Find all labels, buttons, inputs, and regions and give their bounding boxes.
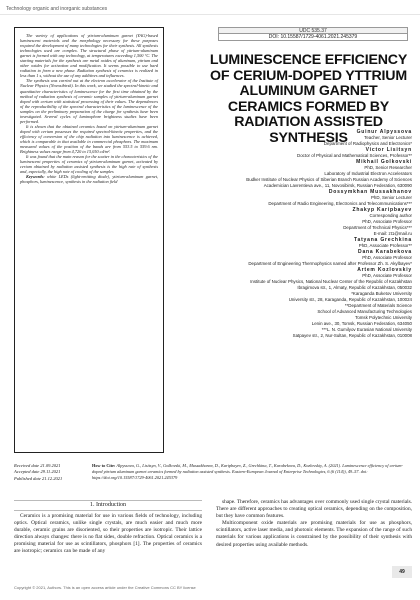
author-name: Dossymkhan Mussakhanov xyxy=(328,189,412,195)
body-column-left xyxy=(14,513,202,556)
author-affiliation-line: Teacher, Senior Lecturer xyxy=(364,135,412,140)
author-affiliation-line: *Karaganda Buketov University xyxy=(351,291,412,296)
author-affiliation-line: Doctor of Physical and Mathematical Sciences, Professor** xyxy=(297,153,412,158)
author-affiliation-line: **Department of Materials Science xyxy=(344,303,412,308)
body-column-right xyxy=(216,499,412,549)
author-name: Mikhail Golkovski xyxy=(356,159,412,165)
author-block xyxy=(172,147,412,159)
author-affiliation-line: ***L. N. Gumilyov Eurasian National University xyxy=(321,327,412,332)
author-affiliation-line: E-mail: zt1@mail.ru xyxy=(373,231,412,236)
article-title: LUMINESCENCE EFFICIENCY OF CERIUM-DOPED YTTRIUM ALUMINUM GARNET CERAMICS FORMED BY RADIATION ASSISTED SYNTHESIS xyxy=(209,52,408,146)
author-block xyxy=(172,207,412,237)
received-date: Received date 21.09.2021 xyxy=(14,463,61,468)
author-affiliation-line: PhD, Associate Professor** xyxy=(358,243,412,248)
published-date: Published date 21.12.2021 xyxy=(14,475,63,481)
author-affiliation-line: Department of Technical Physics*** xyxy=(343,225,412,230)
author-affiliation-line: Satpayev str., 2, Nur-Sultan, Republic of Kazakhstan, 010008 xyxy=(292,333,412,338)
section-divider xyxy=(14,500,202,501)
keywords-label: Keywords: xyxy=(26,174,45,180)
author-affiliation-line: Department of Radio Engineering, Electronics and Telecommunications*** xyxy=(268,201,412,206)
author-name: Zhakyp Karipbayev xyxy=(352,207,412,213)
author-block xyxy=(172,267,412,339)
abstract-paragraph: The variety of applications of yttrium-aluminum garnet (YAG)-based luminescent materials and the morphology necessary for these purposes required the development of many technologies for their synthesis. All synthesis technologies used are complex. The structural phase of yttrium-aluminum garnet is formed with any technology, at temperatures exceeding 1,500 °C. The starting materials for the synthesis are metal oxides of aluminum, yttrium and other oxides for activation and modification. It seems possible to use hard radiation to form a new phase. Radiation synthesis of ceramics is realized in less than 1 s, without the use of any additives and influences. xyxy=(20,33,158,79)
author-name: Dana Karabekova xyxy=(358,249,412,255)
header-divider xyxy=(0,14,420,15)
author-affiliation-line: PhD, Associate Professor xyxy=(362,273,412,278)
keywords xyxy=(20,174,158,184)
abstract-paragraph: The synthesis was carried out at the electron accelerator of the Institute of Nuclear Physics (Novosibirsk). In this work, we studied the spectral-kinetic and quantitative characteristics of luminescence for the first time obtained by the method of radiation synthesis of ceramic samples of yttrium-aluminum garnet doped with cerium with statistical processing of their values. The dependences of the reproducibility of the spectral characteristics of the luminescence of the samples on the preliminary preparation of the charge for synthesis have been investigated. Several cycles of luminophore brightness studies have been performed. xyxy=(20,78,158,124)
author-block xyxy=(172,237,412,249)
keywords-text: white LEDs (light-emitting diode), yttrium-aluminum garnet, phosphors, luminescence, synthesis in the radiation field xyxy=(20,174,159,185)
journal-section-header: Technology organic and inorganic substances xyxy=(6,6,108,12)
udc-code: UDC 535.37 xyxy=(218,27,408,34)
author-affiliation-line: Tomsk Polytechnic University xyxy=(355,315,412,320)
udc-doi-box xyxy=(218,27,408,41)
author-affiliation-line: Corresponding author xyxy=(369,213,412,218)
author-affiliation-line: Department of Engineering Thermophysics named after Professor Zh. S. Akylbayev* xyxy=(248,261,412,266)
abstract-box xyxy=(14,27,164,453)
author-affiliation-line: School of Advanced Manufacturing Technologies xyxy=(317,309,412,314)
body-paragraph: shape. Therefore, ceramics has advantages over commonly used single crystal materials. There are different approaches to creating optical ceramics, depending on the composition, but they have common features. xyxy=(216,499,412,520)
author-affiliation-line: Lenin ave., 30, Tomsk, Russian Federation, 634050 xyxy=(311,321,412,326)
author-list xyxy=(172,129,412,339)
doi-link[interactable]: DOI: 10.15587/1729-4061.2021.245379 xyxy=(218,34,408,41)
author-affiliation-line: Budker Institute of Nuclear Physics of Siberian Branch Russian Academy of Sciences xyxy=(246,177,412,182)
body-paragraph: Multicomponent oxide materials are promising materials for use as phosphors, scintillators, active laser media, and photonic elements. The expansion of the range of such materials for various applications is constrained by the possibility of their synthesis with desired properties using available methods. xyxy=(216,520,412,548)
citation xyxy=(92,463,412,481)
author-name: Guinur Alpyssova xyxy=(356,129,412,135)
author-affiliation-line: PhD, Associate Professor xyxy=(362,255,412,260)
author-name: Victor Lisitsyn xyxy=(365,147,412,153)
author-name: Artem Kozlovskiy xyxy=(357,267,412,273)
section-heading: 1. Introduction xyxy=(89,502,127,508)
accepted-date: Accepted date 29.11.2021 xyxy=(14,469,61,475)
page-number: 49 xyxy=(392,566,412,578)
author-block xyxy=(172,129,412,147)
author-block xyxy=(172,189,412,207)
author-affiliation-line: PhD, Senior Researcher xyxy=(364,165,412,170)
author-affiliation-line: Ibragimova str., 1, Almaty, Republic of Kazakhstan, 050032 xyxy=(297,285,412,290)
author-affiliation-line: Laboratory of Industrial Electron Accelerators xyxy=(324,171,412,176)
author-affiliation-line: PhD, Senior Lecturer xyxy=(371,195,412,200)
author-affiliation-line: Department of Radiophysics and Electronics* xyxy=(323,141,412,146)
author-affiliation-line: PhD, Associate Professor xyxy=(362,219,412,224)
abstract-paragraph: It was found that the main reason for the scatter in the characteristics of the luminescent properties of ceramics of yttrium-aluminum garnet, activated by cerium obtained by radiation assisted synthesis is the high rate of synthesis and, especially, the high rate of cooling of the samples xyxy=(20,154,158,175)
article-dates xyxy=(14,463,88,482)
cite-text: Alpyssova, G., Lisitsyn, V., Golkovski, M., Mussakhanov, D., Karipbayev, Z., Grechkina, T., Karabekova, D., Kozlovskiy, A. (2021). Luminescence efficiency of cerium-doped yttrium aluminum garnet ceramics formed by radiation assisted synthesis. Eastern-European Journal of Enterprise Technologies, 6 (6 (114)), 49–57. doi: https://doi.org/10.15587/1729-4061.2021.245379 xyxy=(92,463,403,480)
abstract-paragraph: It is shown that the obtained ceramics based on yttrium-aluminum garnet doped with cerium possesses the required spectral-kinetic properties, and the efficiency of conversion of the chip radiation into luminescence is achieved, which is comparable to that available in commercial phosphors. The maximum measured values of the position of the bands are from 553.5 to 559.6 nm. Brightness values range from 4,720 to 15,050 cd/m². xyxy=(20,123,158,155)
author-block xyxy=(172,159,412,189)
body-paragraph: Ceramics is a promising material for use in various fields of technology, including optics. Optical ceramics, unlike single crystals, are much easier and much more durable, ceramic grains are disoriented, so their properties are isotropic. Their lattice direction always changes: there is no flat sides, double refraction. Optical ceramics is a promising material for use as scintillators, phosphors [1]. The properties of ceramics are isotropic; ceramics can be made of any xyxy=(14,513,202,555)
author-name: Tatyana Grechkina xyxy=(354,237,412,243)
cite-label: How to Cite: xyxy=(92,463,116,468)
author-affiliation-line: Academician Lavrentieva ave., 11, Novosibirsk, Russian Federation, 630090 xyxy=(263,183,412,188)
author-affiliation-line: Institute of Nuclear Physics, National Nuclear Center of the Republic of Kazakhstan xyxy=(250,279,412,284)
copyright-footer: Copyright © 2021, Authors. This is an open access article under the Creative Commons CC BY license xyxy=(14,585,196,590)
author-block xyxy=(172,249,412,267)
section-divider xyxy=(14,510,202,511)
author-affiliation-line: University str., 28, Karaganda, Republic of Kazakhstan, 100024 xyxy=(288,297,412,302)
